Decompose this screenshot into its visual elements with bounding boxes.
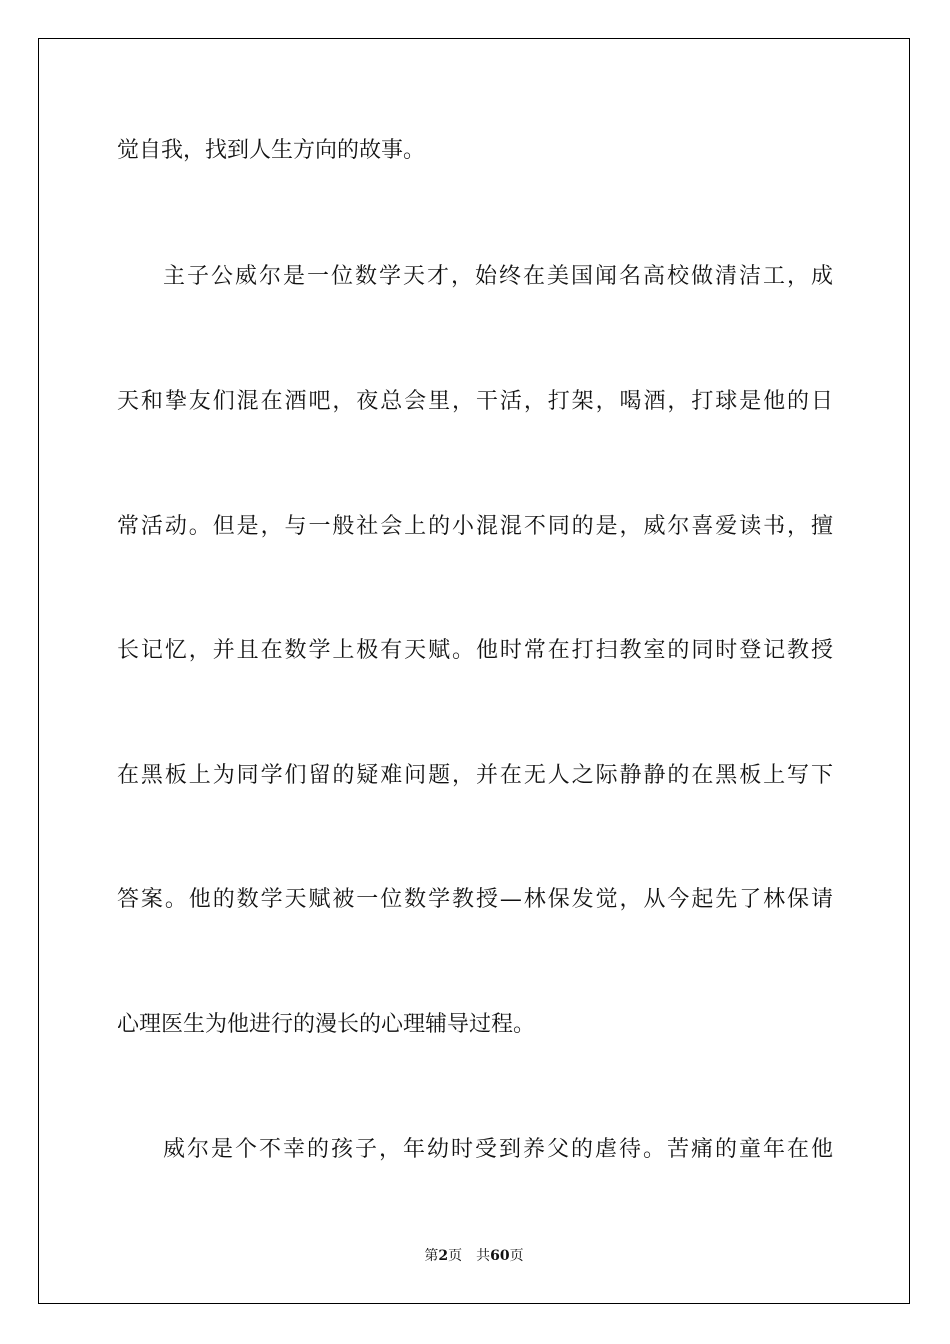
text-line-5: 长记忆，并且在数学上极有天赋。他时常在打扫教室的同时登记教授	[117, 638, 833, 663]
text-line-2: 主子公威尔是一位数学天才，始终在美国闻名高校做清洁工，成	[163, 264, 833, 289]
document-page	[38, 38, 910, 1304]
text-line-8: 心理医生为他进行的漫长的心理辅导过程。	[117, 1012, 536, 1037]
page-footer	[39, 1245, 909, 1265]
page-suffix: 页	[448, 1248, 463, 1264]
text-line-4: 常活动。但是，与一般社会上的小混混不同的是，威尔喜爱读书，擅	[117, 514, 833, 539]
text-line-1: 觉自我，找到人生方向的故事。	[117, 138, 426, 163]
text-line-7: 答案。他的数学天赋被一位数学教授—林保发觉，从今起先了林保请	[117, 887, 833, 912]
total-pages: 60	[490, 1248, 510, 1264]
text-line-3: 天和挚友们混在酒吧，夜总会里，干活，打架，喝酒，打球是他的日	[117, 389, 833, 414]
page-prefix: 第	[424, 1248, 439, 1264]
text-line-6: 在黑板上为同学们留的疑难问题，并在无人之际静静的在黑板上写下	[117, 763, 833, 788]
text-line-9: 威尔是个不幸的孩子，年幼时受到养父的虐待。苦痛的童年在他	[163, 1137, 833, 1162]
page-number: 2	[438, 1248, 449, 1264]
total-prefix: 共	[476, 1248, 491, 1264]
total-suffix: 页	[509, 1248, 524, 1264]
